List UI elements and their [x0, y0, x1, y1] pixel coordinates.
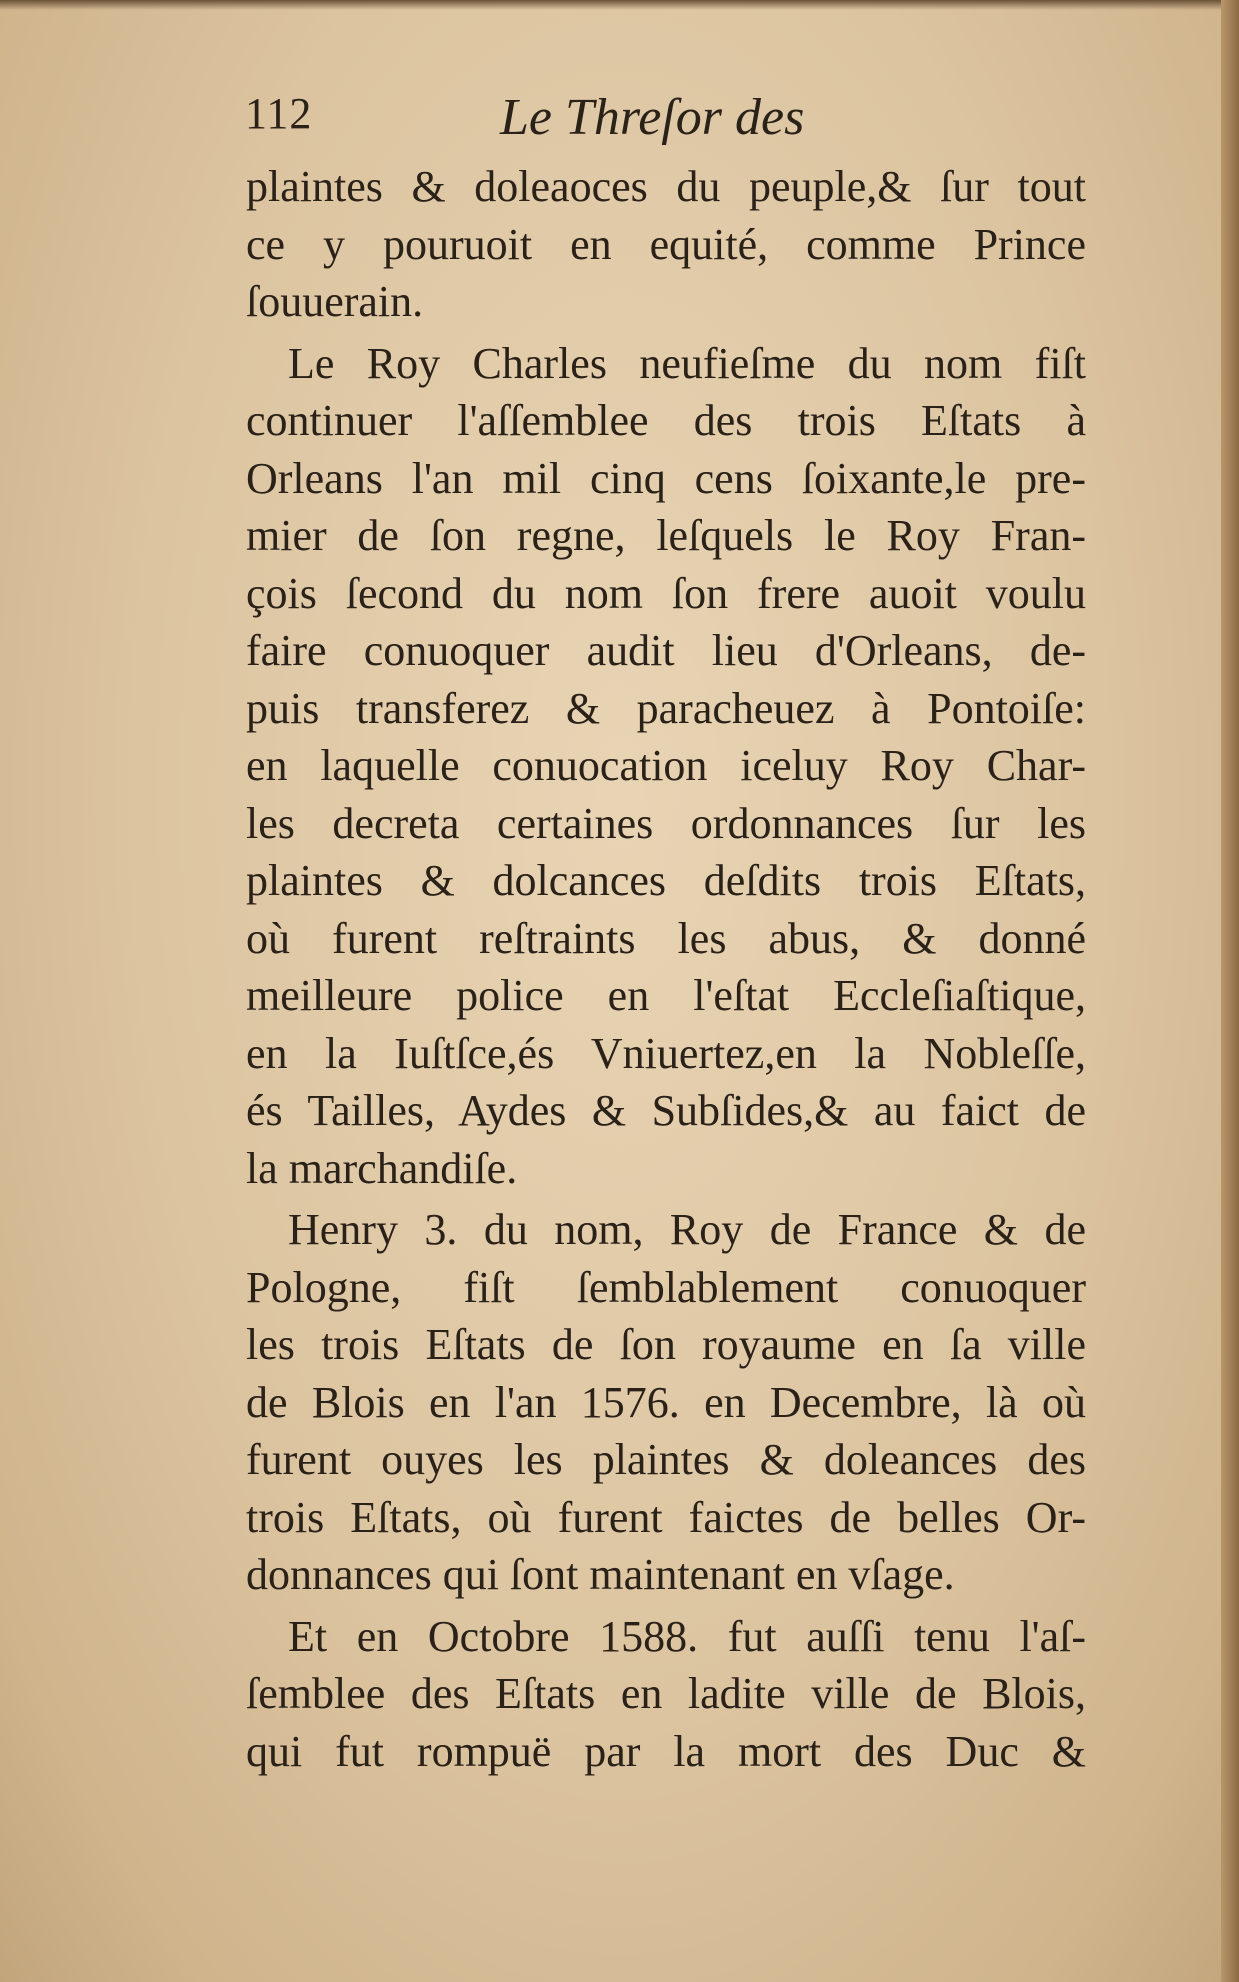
text-line: ſemblee des Eſtats en ladite ville de Blois,	[246, 1669, 1086, 1718]
text-line: plaintes & doleaoces du peuple,& ſur tout	[246, 162, 1086, 211]
text-line: continuer l'aſſemblee des trois Eſtats à	[246, 396, 1086, 445]
text-line: où furent reſtraints les abus, & donné	[246, 913, 1086, 963]
paragraph-1	[246, 158, 1086, 331]
text-line: ce y pouruoit en equité, comme Prince	[246, 219, 1086, 269]
text-line: çois ſecond du nom ſon frere auoit voulu	[246, 568, 1086, 618]
text-line: faire conuoquer audit lieu d'Orleans, de-	[246, 626, 1086, 675]
page-number: 112	[245, 89, 313, 138]
text-line: les trois Eſtats de ſon royaume en ſa ville	[246, 1320, 1086, 1369]
page-right-edge	[1221, 0, 1239, 1982]
body-text	[246, 158, 1086, 1780]
paragraph-4	[246, 1608, 1086, 1781]
text-line: en la Iuſtſce,és Vniuertez,en la Nobleſſe,	[246, 1028, 1086, 1078]
text-line: meilleure police en l'eſtat Eccleſiaſtique,	[246, 971, 1086, 1020]
text-line: Le Roy Charles neufieſme du nom fiſt	[288, 338, 1086, 388]
text-line: és Tailles, Aydes & Subſides,& au faict de	[246, 1086, 1086, 1135]
page-header	[245, 88, 1145, 158]
text-line: la marchandiſe.	[246, 1143, 518, 1193]
text-line: Orleans l'an mil cinq cens ſoixante,le pre-	[246, 453, 1086, 503]
text-line: en laquelle conuocation iceluy Roy Char-	[246, 741, 1086, 790]
paragraph-3	[246, 1201, 1086, 1604]
paragraph-2	[246, 335, 1086, 1198]
text-line: Henry 3. du nom, Roy de France & de	[288, 1205, 1086, 1254]
text-line: les decreta certaines ordonnances ſur les	[246, 798, 1086, 848]
text-line: puis transferez & paracheuez à Pontoiſe:	[246, 683, 1086, 733]
text-line: de Blois en l'an 1576. en Decembre, là où	[246, 1377, 1086, 1427]
text-line: qui fut rompuë par la mort des Duc &	[246, 1726, 1086, 1776]
text-line: Pologne, fiſt ſemblablement conuoquer	[246, 1262, 1086, 1312]
text-line: trois Eſtats, où furent faictes de belles Or-	[246, 1492, 1086, 1542]
running-title: Le Threſor des	[500, 89, 805, 146]
text-line: mier de ſon regne, leſquels le Roy Fran-	[246, 511, 1086, 560]
text-line: Et en Octobre 1588. fut auſſi tenu l'aſ-	[288, 1611, 1086, 1661]
text-line: furent ouyes les plaintes & doleances des	[246, 1435, 1086, 1484]
page-top-edge	[0, 0, 1239, 10]
text-line: ſouuerain.	[246, 277, 424, 326]
text-line: donnances qui ſont maintenant en vſage.	[246, 1550, 955, 1599]
text-line: plaintes & dolcances deſdits trois Eſtats,	[246, 856, 1086, 905]
